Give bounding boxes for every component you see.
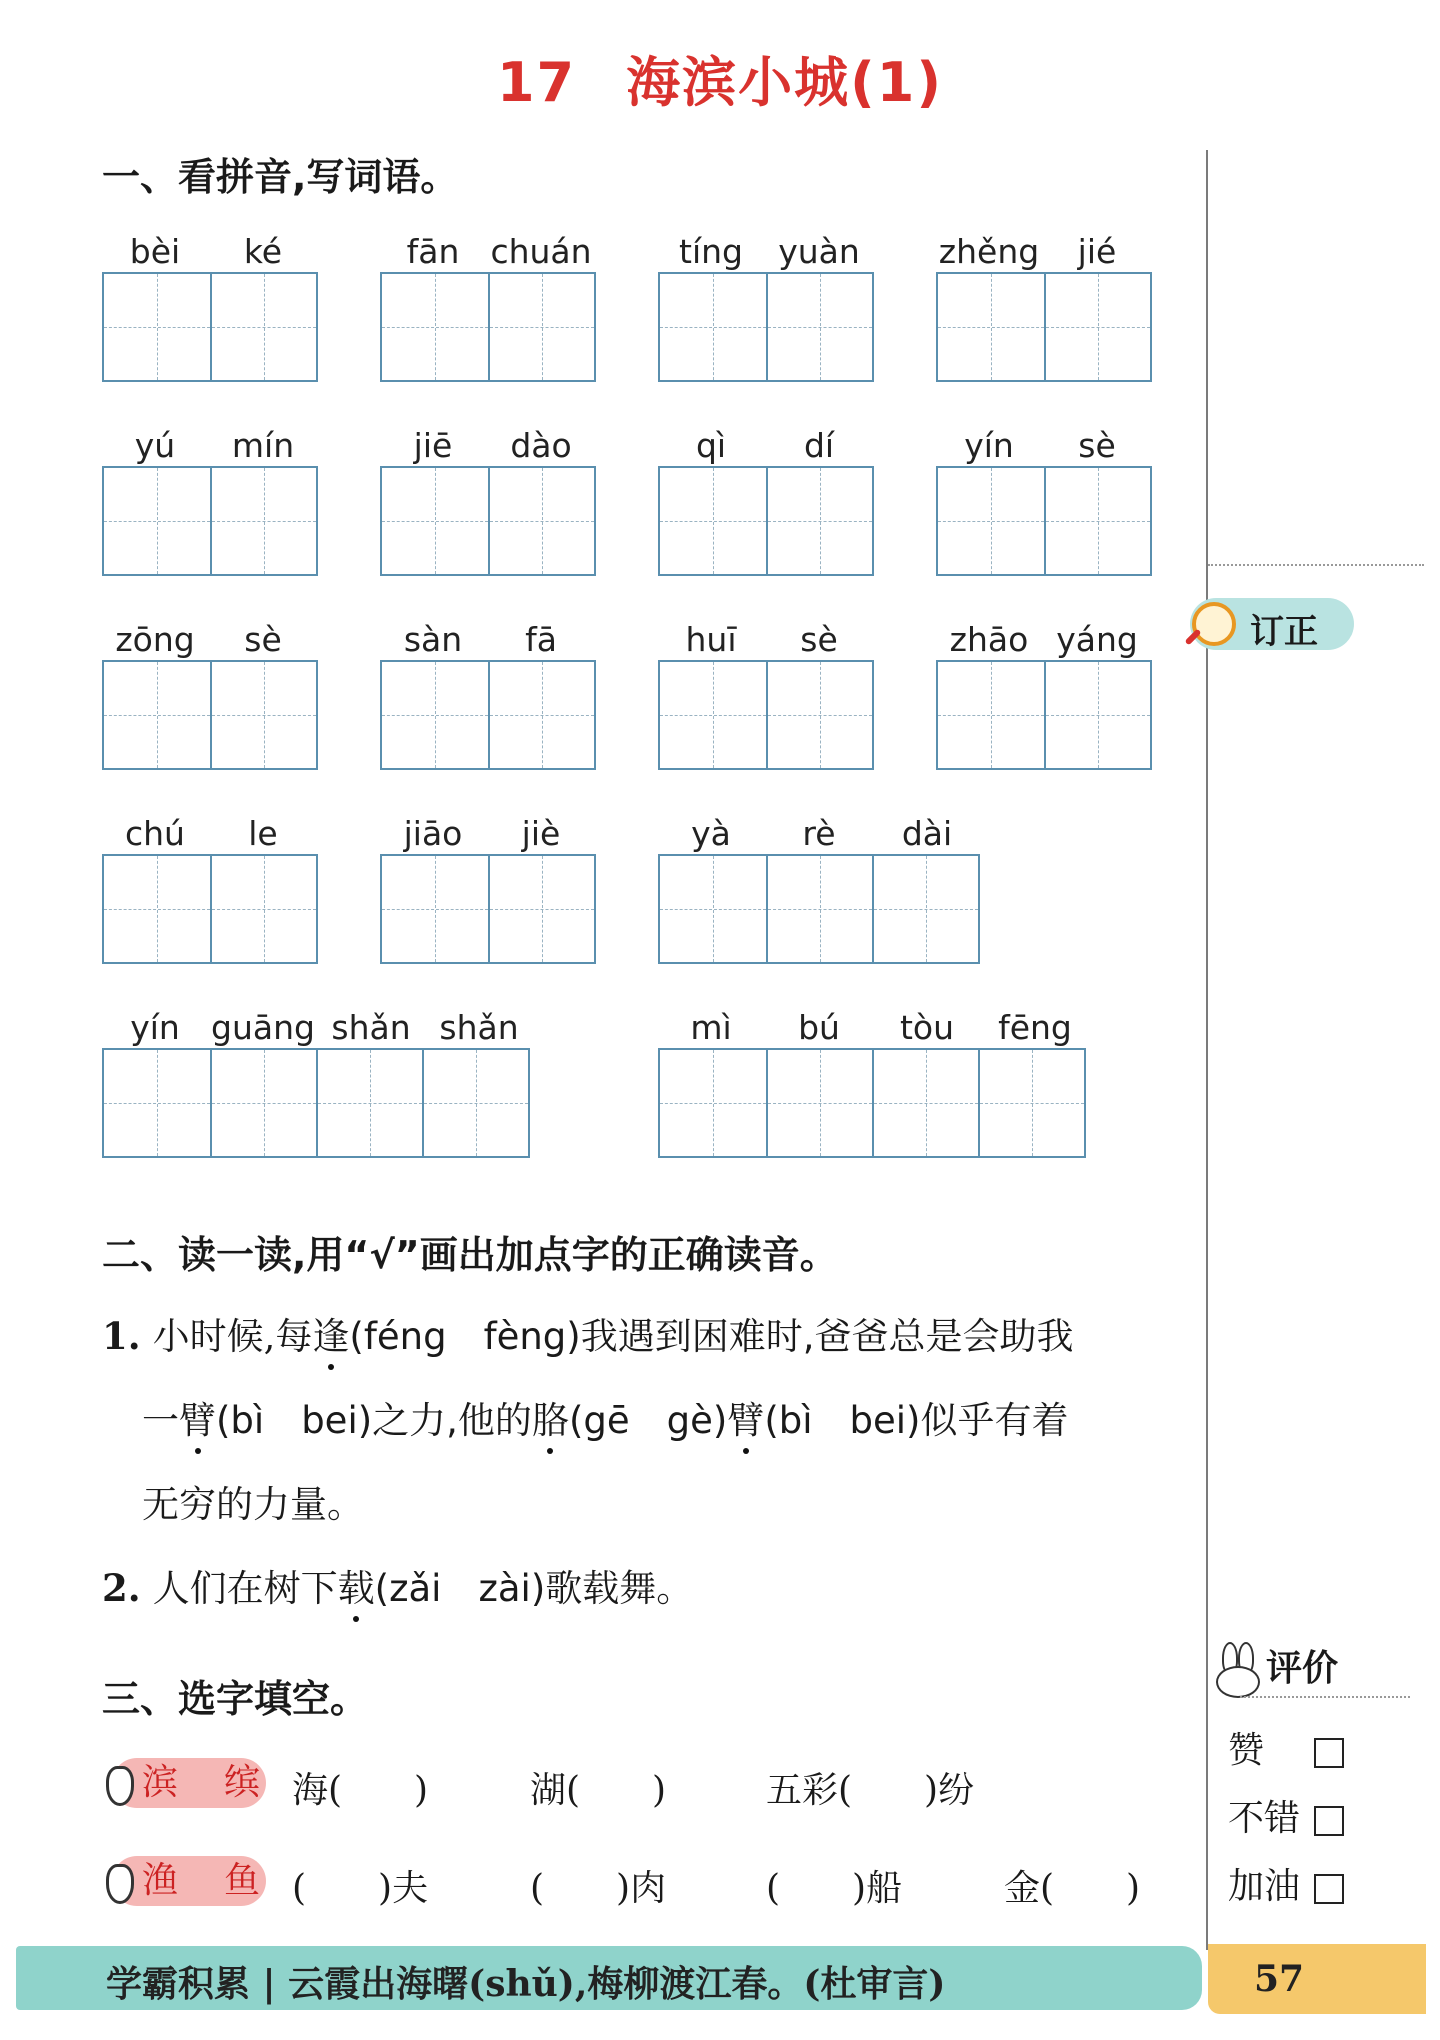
pinyin-label: yín bbox=[964, 426, 1014, 465]
writing-box[interactable] bbox=[104, 856, 210, 962]
writing-box-row bbox=[936, 466, 1152, 576]
writing-box-row bbox=[936, 660, 1152, 770]
writing-box[interactable] bbox=[938, 274, 1044, 380]
writing-box[interactable] bbox=[104, 468, 210, 574]
pronunciation-options[interactable]: (bì bei)之力,他的 bbox=[216, 1399, 532, 1442]
pinyin-label: shǎn bbox=[331, 1008, 411, 1047]
dotted-char: 臂 bbox=[179, 1399, 216, 1442]
writing-box-row bbox=[936, 272, 1152, 382]
magnifier-icon bbox=[1192, 602, 1236, 646]
writing-box[interactable] bbox=[1044, 468, 1150, 574]
writing-box[interactable] bbox=[316, 1050, 422, 1156]
writing-box[interactable] bbox=[488, 274, 594, 380]
pinyin-label: fā bbox=[525, 620, 557, 659]
pinyin-label: sè bbox=[800, 620, 838, 659]
pinyin-label: jiē bbox=[413, 426, 453, 465]
writing-box[interactable] bbox=[1044, 662, 1150, 768]
pronunciation-options[interactable]: (féng fèng)我遇到困难时,爸爸总是会助我 bbox=[349, 1315, 1074, 1358]
question-1-line-1: 1. 小时候,每逢(féng fèng)我遇到困难时,爸爸总是会助我 bbox=[102, 1314, 1074, 1358]
writing-box[interactable] bbox=[872, 856, 978, 962]
pinyin-label: qì bbox=[695, 426, 727, 465]
writing-box-row bbox=[658, 1048, 1086, 1158]
writing-box-row bbox=[102, 466, 318, 576]
pinyin-label: fēng bbox=[998, 1008, 1072, 1047]
writing-box[interactable] bbox=[660, 856, 766, 962]
writing-box[interactable] bbox=[978, 1050, 1084, 1156]
lesson-title bbox=[0, 40, 1440, 117]
accumulation-banner: 学霸积累 | 云霞出海曙(shǔ),梅柳渡江春。(杜审言) bbox=[16, 1946, 1202, 2010]
evaluation-option-good[interactable]: 不错 bbox=[1228, 1790, 1344, 1841]
writing-box[interactable] bbox=[766, 856, 872, 962]
writing-box-row bbox=[380, 660, 596, 770]
writing-box[interactable] bbox=[660, 274, 766, 380]
question-1-line-3: 无穷的力量。 bbox=[142, 1483, 364, 1526]
section-3-heading: 三、选字填空。 bbox=[102, 1677, 369, 1721]
dotted-char: 胳 bbox=[531, 1399, 569, 1442]
pinyin-label: mín bbox=[231, 426, 295, 465]
pinyin-label: shǎn bbox=[439, 1008, 519, 1047]
pinyin-label: yín bbox=[130, 1008, 180, 1047]
writing-box[interactable] bbox=[382, 468, 488, 574]
writing-box[interactable] bbox=[210, 662, 316, 768]
pinyin-label: dài bbox=[901, 814, 953, 853]
pinyin-label: yà bbox=[691, 814, 731, 853]
question-2: 2. 人们在树下载(zǎi zài)歌载舞。 bbox=[102, 1566, 694, 1610]
fill-blank[interactable]: 湖( ) bbox=[530, 1770, 667, 1811]
rabbit-icon bbox=[1212, 1642, 1260, 1698]
choice-pair-1: 滨 缤 bbox=[112, 1758, 266, 1808]
fill-blank[interactable]: ( )夫 bbox=[292, 1868, 429, 1909]
pinyin-label: chuán bbox=[490, 232, 592, 271]
evaluation-option-keep-going[interactable]: 加油 bbox=[1228, 1858, 1344, 1909]
pinyin-label: dí bbox=[803, 426, 835, 465]
checkbox[interactable] bbox=[1314, 1806, 1344, 1836]
dotted-char: 载 bbox=[337, 1567, 375, 1610]
writing-box[interactable] bbox=[938, 468, 1044, 574]
writing-box[interactable] bbox=[766, 1050, 872, 1156]
pinyin-label: huī bbox=[685, 620, 737, 659]
writing-box[interactable] bbox=[660, 1050, 766, 1156]
pinyin-label: zōng bbox=[115, 620, 195, 659]
flame-icon bbox=[106, 1864, 134, 1904]
pinyin-label: le bbox=[248, 814, 278, 853]
pinyin-label: dào bbox=[510, 426, 572, 465]
fill-blank[interactable]: ( )船 bbox=[766, 1868, 903, 1909]
writing-box[interactable] bbox=[766, 468, 872, 574]
flame-icon bbox=[106, 1766, 134, 1806]
margin-divider bbox=[1206, 150, 1208, 1950]
pinyin-label: sè bbox=[244, 620, 282, 659]
pronunciation-options[interactable]: (bì bei)似乎有着 bbox=[764, 1399, 1069, 1442]
writing-box[interactable] bbox=[766, 274, 872, 380]
writing-box[interactable] bbox=[938, 662, 1044, 768]
choice-pair-2: 渔 鱼 bbox=[112, 1856, 266, 1906]
lesson-number: 17 bbox=[496, 51, 577, 114]
writing-box[interactable] bbox=[1044, 274, 1150, 380]
pinyin-label: guāng bbox=[211, 1008, 315, 1047]
dotted-divider bbox=[1208, 564, 1424, 566]
fill-blank[interactable]: 五彩( )纷 bbox=[766, 1770, 975, 1811]
writing-box[interactable] bbox=[210, 1050, 316, 1156]
writing-box[interactable] bbox=[104, 274, 210, 380]
pinyin-label: jié bbox=[1077, 232, 1117, 271]
evaluation-option-great[interactable]: 赞 bbox=[1228, 1722, 1344, 1773]
writing-box-row bbox=[102, 660, 318, 770]
pinyin-label: ké bbox=[243, 232, 283, 271]
lesson-name: 海滨小城(1) bbox=[626, 51, 944, 114]
pronunciation-options[interactable]: (gē gè) bbox=[568, 1399, 728, 1442]
correction-label: 订正 bbox=[1250, 612, 1318, 652]
writing-box[interactable] bbox=[660, 662, 766, 768]
writing-box[interactable] bbox=[766, 662, 872, 768]
pinyin-label: bèi bbox=[129, 232, 181, 271]
pinyin-label: zhěng bbox=[938, 232, 1040, 271]
page-number-tab bbox=[1208, 1944, 1426, 2014]
pinyin-label: chú bbox=[125, 814, 185, 853]
section-1-heading: 一、看拼音,写词语。 bbox=[102, 155, 459, 199]
dotted-char: 逢 bbox=[312, 1315, 350, 1358]
dotted-divider bbox=[1240, 1696, 1410, 1698]
pinyin-label: yuàn bbox=[778, 232, 860, 271]
writing-box[interactable] bbox=[488, 468, 594, 574]
writing-box[interactable] bbox=[382, 662, 488, 768]
pronunciation-options[interactable]: (zǎi zài)歌载舞。 bbox=[374, 1567, 694, 1610]
section-2-heading: 二、读一读,用“√”画出加点字的正确读音。 bbox=[102, 1233, 838, 1277]
dotted-char: 臂 bbox=[727, 1399, 765, 1442]
pinyin-label: jiè bbox=[521, 814, 561, 853]
pinyin-label: fān bbox=[406, 232, 460, 271]
writing-box[interactable] bbox=[210, 468, 316, 574]
writing-box[interactable] bbox=[382, 856, 488, 962]
writing-box-row bbox=[102, 854, 318, 964]
writing-box[interactable] bbox=[488, 662, 594, 768]
writing-box[interactable] bbox=[382, 274, 488, 380]
checkbox[interactable] bbox=[1314, 1738, 1344, 1768]
pinyin-label: zhāo bbox=[949, 620, 1029, 659]
writing-box-row bbox=[380, 466, 596, 576]
fill-blank[interactable]: ( )肉 bbox=[530, 1868, 667, 1909]
pinyin-label: tíng bbox=[679, 232, 743, 271]
pinyin-label: sàn bbox=[403, 620, 463, 659]
page-number: 57 bbox=[1254, 1958, 1305, 2000]
writing-box-row bbox=[380, 854, 596, 964]
writing-box[interactable] bbox=[210, 856, 316, 962]
pinyin-label: jiāo bbox=[403, 814, 463, 853]
writing-box[interactable] bbox=[488, 856, 594, 962]
fill-blank[interactable]: 金( ) bbox=[1004, 1868, 1141, 1909]
pinyin-label: sè bbox=[1078, 426, 1116, 465]
pinyin-label: yú bbox=[134, 426, 176, 465]
pinyin-label: tòu bbox=[899, 1008, 955, 1047]
writing-box[interactable] bbox=[104, 1050, 210, 1156]
writing-box-row bbox=[658, 272, 874, 382]
writing-box-row bbox=[102, 272, 318, 382]
writing-box-row bbox=[658, 466, 874, 576]
pinyin-label: bú bbox=[798, 1008, 840, 1047]
writing-box-row bbox=[658, 660, 874, 770]
correction-tag bbox=[1190, 598, 1354, 650]
writing-box[interactable] bbox=[104, 662, 210, 768]
writing-box[interactable] bbox=[660, 468, 766, 574]
question-1-line-2: 一臂(bì bei)之力,他的胳(gē gè)臂(bì bei)似乎有着 bbox=[142, 1399, 1069, 1442]
writing-box-row bbox=[102, 1048, 530, 1158]
checkbox[interactable] bbox=[1314, 1874, 1344, 1904]
pinyin-label: yáng bbox=[1056, 620, 1138, 659]
writing-box[interactable] bbox=[422, 1050, 528, 1156]
writing-box-row bbox=[658, 854, 980, 964]
evaluation-title: 评价 bbox=[1212, 1640, 1338, 1698]
writing-box[interactable] bbox=[872, 1050, 978, 1156]
fill-blank[interactable]: 海( ) bbox=[292, 1770, 429, 1811]
writing-box-row bbox=[380, 272, 596, 382]
writing-box[interactable] bbox=[210, 274, 316, 380]
pinyin-label: rè bbox=[802, 814, 836, 853]
pinyin-label: mì bbox=[690, 1008, 732, 1047]
